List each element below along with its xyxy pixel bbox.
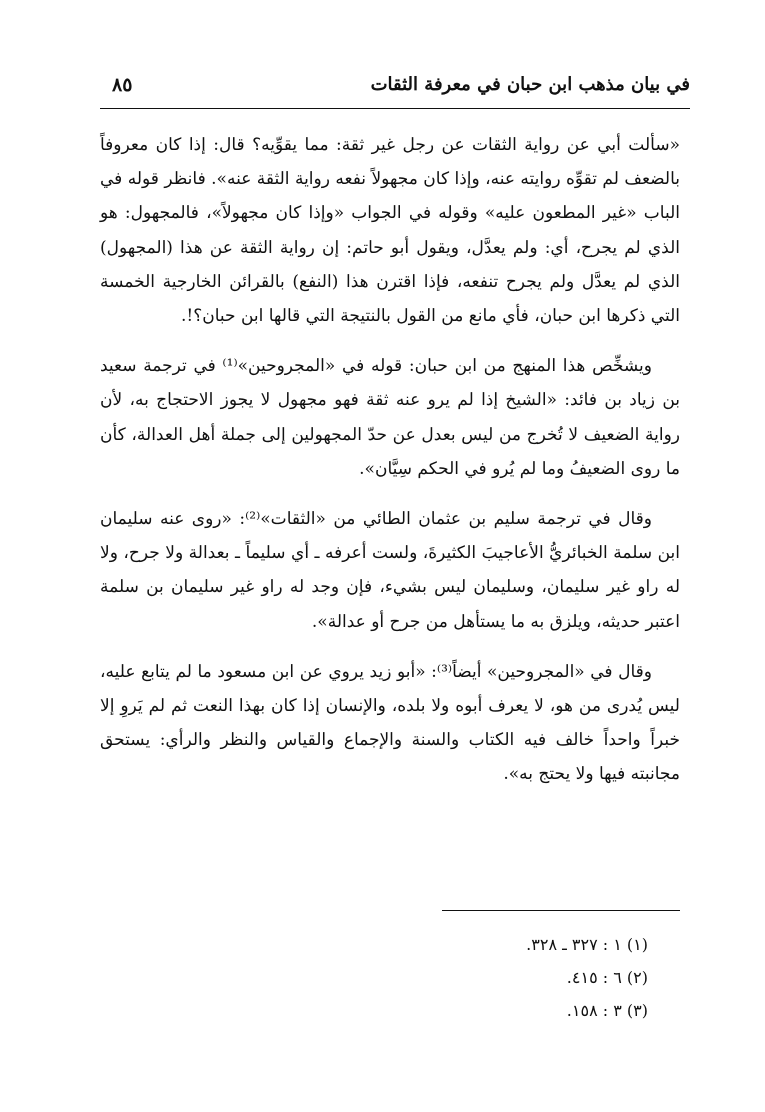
paragraph-4: وقال في «المجروحين» أيضاً⁽³⁾: «أبو زيد يروي عن ابن مسعود ما لم يتابع عليه، ليس يُدرى من هو، لا يعرف أبوه ولا بلده، والإنسان إذا كان بهذا النعت ثم لم يَروِ إلا خبراً واحداً خالف فيه الكتاب والسنة والإجماع والقياس والنظر والرأي: يستحق مجانبته فيها ولا يحتج به». [100,661,680,785]
paragraph-3: وقال في ترجمة سليم بن عثمان الطائي من «الثقات»⁽²⁾: «روى عنه سليمان ابن سلمة الخبائريُّ الأعاجيبَ الكثيرةَ، ولست أعرفه ـ أي سليماً ـ بعدالة ولا جرح، ولا له راو غير سليمان، وسليمان ليس بشيء، فإن وجد له راو غير سليمان بن سلمة اعتبر حديثه، ويلزق به ما يستأهل من جرح أو عدالة». [100,509,680,632]
page-header [100,66,690,109]
footnote-3: (٣) ٣ : ١٥٨. [566,1001,648,1020]
main-text [100,128,680,808]
page-number: ٨٥ [112,74,133,96]
paragraph-2: ويشخِّص هذا المنهج من ابن حبان: قوله في «المجروحين»⁽¹⁾ في ترجمة سعيد بن زياد بن فائد: «الشيخ إذا لم يرو عنه ثقة فهو مجهول لا يجوز الاحتجاج به، لأن رواية الضعيف لا تُخرج من ليس بعدل عن حدّ المجهولين إلى جملة أهل العدالة، كأن ما روى الضعيفُ وما لم يُرو في الحكم سِيَّان». [100,356,680,479]
running-title: في بيان مذهب ابن حبان في معرفة الثقات [370,74,690,95]
paragraph-1: «سألت أبي عن رواية الثقات عن رجل غير ثقة: مما يقوِّيه؟ قال: إذا كان معروفاً بالضعف لم تقوِّه روايته عنه، وإذا كان مجهولاً نفعه رواية الثقة عنه». فانظر قوله في الباب «غير المطعون عليه» وقوله في الجواب «وإذا كان مجهولاً»، فالمجهول: هو الذي لم يجرح، أي: ولم يعدَّل، ويقول أبو حاتم: إن رواية الثقة عن هذا (المجهول) الذي لم يعدَّل ولم يجرح تنفعه، فإذا اقترن هذا (النفع) بالقرائن الخارجية الخمسة التي ذكرها ابن حبان، فأي مانع من القول بالنتيجة التي قالها ابن حبان؟!. [100,135,680,327]
footnotes [440,928,648,1027]
footnote-separator [442,910,680,911]
footnote-1: (١) ١ : ٣٢٧ ـ ٣٢٨. [526,935,648,954]
footnote-2: (٢) ٦ : ٤١٥. [566,968,648,987]
